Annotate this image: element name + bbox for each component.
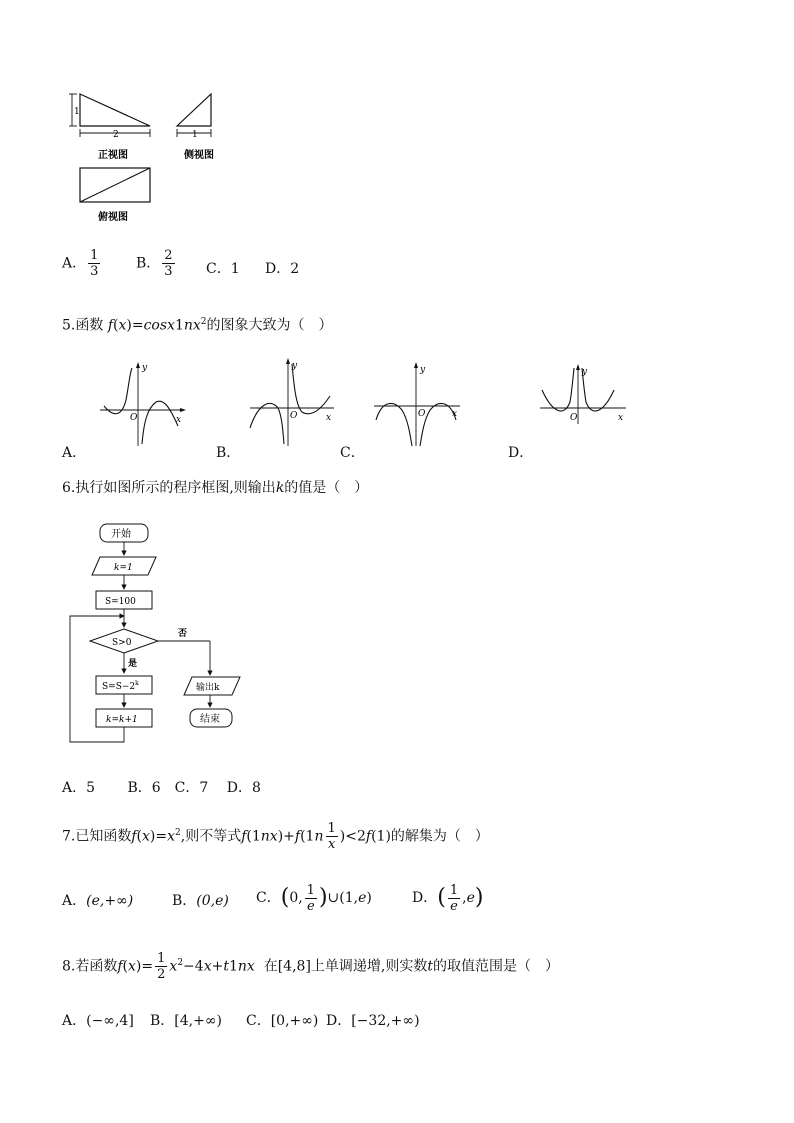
svg-text:开始: 开始	[111, 529, 131, 540]
svg-text:结束: 结束	[200, 714, 220, 725]
svg-text:y: y	[582, 367, 588, 377]
svg-text:k=1: k=1	[114, 563, 133, 573]
q5-graph-b	[246, 356, 338, 448]
q5-option-d: D．	[508, 445, 534, 461]
q8-option-a: A．(−∞,4]	[62, 1013, 134, 1029]
svg-text:y: y	[420, 365, 426, 375]
front-height-label: 1	[74, 107, 80, 117]
svg-text:x: x	[326, 413, 332, 423]
q7-stem: 7.已知函数$f(x)=x^2$,则不等式f(1nx)+f(1n $\frac{1}{x}$ )<2f(1)的解集为（ ）	[62, 821, 489, 853]
q5-graph-d	[538, 362, 630, 428]
q4-option-b: B． $\frac{2}{3}$	[136, 248, 173, 279]
side-width-label: 1	[192, 130, 198, 140]
svg-text:x: x	[618, 413, 624, 423]
svg-text:y: y	[292, 361, 298, 371]
q7-option-d: D．( $\frac{1}{e}$ ,e)	[412, 882, 484, 914]
q8-option-d: D．[−32,+∞)	[326, 1013, 420, 1029]
svg-text:S>0: S>0	[112, 638, 132, 648]
svg-text:x: x	[176, 415, 182, 425]
svg-text:S=100: S=100	[105, 597, 136, 607]
q8-stem: 8.若函数f(x)= $\frac{1}{2}$ $x^2-4x+t1nx$ 在[4,8]上单调递增,则实数t的取值范围是（ ）	[62, 951, 560, 983]
q5-option-c: C．	[340, 445, 365, 461]
q7-option-c: C．(0, $\frac{1}{e}$ )∪(1,e)	[256, 882, 372, 914]
front-view-label: 正视图	[98, 150, 128, 161]
svg-text:O: O	[290, 411, 298, 421]
svg-text:O: O	[418, 409, 426, 419]
front-view-triangle	[80, 94, 150, 126]
q5-option-b: B．	[216, 445, 241, 461]
svg-text:是: 是	[128, 659, 138, 669]
svg-text:否: 否	[178, 629, 188, 639]
three-view-figure	[64, 86, 224, 226]
svg-text:S=S−2k: $S=S-2^k$	[102, 680, 139, 692]
q4-option-c: C．1	[206, 261, 240, 277]
q4-option-d: D．2	[265, 261, 300, 277]
q7-option-a: A．(e,+∞)	[62, 893, 134, 909]
svg-text:y: y	[142, 363, 148, 373]
svg-text:输出k: 输出k	[196, 683, 220, 693]
q5-option-a: A．	[62, 445, 87, 461]
svg-text:x: x	[452, 409, 458, 419]
front-width-label: 2	[113, 130, 119, 140]
svg-text:O: O	[570, 413, 578, 423]
side-view-triangle	[177, 94, 211, 126]
q6-stem: 6.执行如图所示的程序框图,则输出k的值是（ ）	[62, 480, 369, 496]
q6-options: A．5 B．6 C．7 D．8	[62, 780, 261, 796]
svg-text:O: O	[130, 413, 138, 423]
q5-graph-c	[372, 360, 464, 448]
side-view-label: 侧视图	[184, 150, 214, 161]
q4-option-a: A． $\frac{1}{3}$	[62, 248, 99, 279]
q8-option-c: C．[0,+∞)	[246, 1013, 319, 1029]
top-view-label: 俯视图	[98, 212, 128, 223]
q5-stem: 5.函数 $f(x)=\cos x1nx^2$的图象大致为（ ）	[62, 317, 333, 334]
q8-option-b: B．[4,+∞)	[150, 1013, 222, 1029]
svg-text:k=k+1: k=k+1	[106, 715, 138, 725]
q7-option-b: B．(0,e)	[172, 893, 229, 909]
q6-flowchart	[64, 520, 254, 746]
q5-graph-a	[96, 360, 188, 448]
